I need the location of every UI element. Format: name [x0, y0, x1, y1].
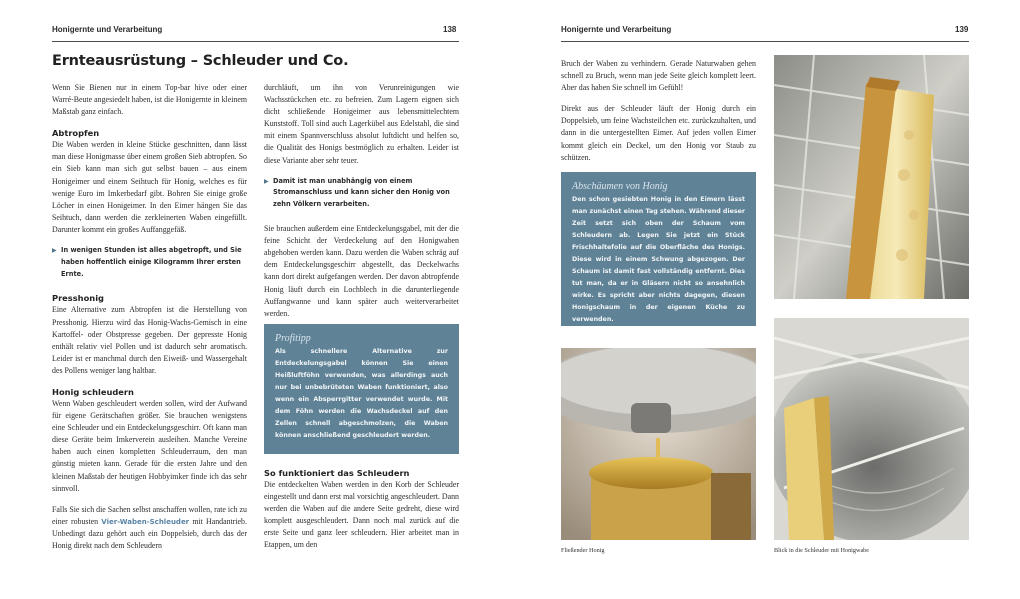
note-abgetropft: ▶ In wenigen Stunden ist alles abgetropft, und Sie haben hoffentlich einige Kilogramm Ihrer ersten Ernte. [52, 246, 242, 278]
left-column-2 [264, 82, 459, 329]
profitipp-box [264, 324, 459, 454]
left-column-2-bottom [264, 467, 459, 561]
caption-extractor-view: Blick in die Schleuder mit Honigwabe [774, 547, 870, 554]
left-column-1 [52, 82, 247, 561]
arrow-icon: ▶ [52, 247, 57, 255]
paragraph-entdeckelungsgabel: Sie brauchen außerdem eine Entdeckelungsgabel, mit der die feine Schicht der Verdeckelung auf den Honigwaben abgehoben werden kann. Dazu werden die Waben schräg auf dem Entdeckelungsgeschirr abgestellt, das Deckelwachs kann dort direkt aufgefangen werden. Der davon abtropfende Honig läuft durch ein Lochblech in die darunterliegende Auffangwanne und kann später auch weiterverarbeitet werden. [264, 224, 459, 318]
paragraph-durchlaeuft: durchläuft, um ihn von Verunreinigungen wie Wachsstückchen etc. zu befreien. Zum Lagern eignen sich dicht schließende Honigeimer aus lebensmittelechtem Kunststoff. Toll sind auch Lagerkübel aus Edelstahl, die sind mit einem Spannverschluss absolut luftdicht und helfen so, die Qualität des Honigs bestmöglich zu erhalten. Leider ist diese Variante aber sehr teuer. [264, 83, 459, 165]
abschaeumen-body: Den schon gesiebten Honig in den Eimern lässt man zunächst einen Tag stehen. Während dieser Zeit setzt sich oben der Schaum vom Schleudern ab. Legen Sie jetzt ein Stück Frischhaltefolie auf die Oberfläche des Honigs. Diese wird in einem Schwung abgezogen. Der Schaum ist damit fast vollständig entfernt. Dies tut man, da er in Gläsern nicht so ansehnlich wirke. Es spricht aber nichts dagegen, diesen Honigschaum in der eigenen Küche zu verwenden. [572, 196, 745, 323]
note-stromanschluss: ▶ Damit ist man unabhängig von einem Stromanschluss und kann sicher den Honig von zehn Völkern verarbeiten. [264, 176, 450, 209]
paragraph-abtropfen: Die Waben werden in kleine Stücke geschnitten, dann lässt man diese Honigmasse über einem großen Sieb abtropfen. So ein Sieb kann man sich gut selbst bauen – aus einem Honigeimer und einem Seihtuch für Honig, welches es für wenige Euro im Imkerbedarf gibt. Bohren Sie einige große Löcher in einen Honigeimer. In den Eimer hängen Sie das Seihtuch, dann werden die zerkleinerten Waben eingefüllt. Darunter kommt ein großes Auffanggefäß. [52, 140, 247, 234]
paragraph-honig-schleudern: Wenn Waben geschleudert werden sollen, wird der Aufwand für eigene Gerätschaften größer. Sie brauchen wenigstens eine Schleuder und ein Entdeckelungsgeschirr. Oft kann man diese Geräte beim Imkerverein ausleihen. Manche Vereine haben auch einen kompletten Schleuderraum, den man günstig mieten kann. Gerade für die ersten Jahre und den kleinen Maßstab der heutigen Hobbyimker finde ich das sehr sinnvoll. [52, 398, 247, 493]
page-number-left: 138 [443, 25, 457, 34]
intro-paragraph: Wenn Sie Bienen nur in einem Top-bar hive oder einer Warré-Beute angesiedelt haben, ist die Honigernte in kleinem Maßstab ganz einfach. [52, 83, 247, 117]
heading-abtropfen: Abtropfen [52, 128, 100, 139]
paragraph-presshonig: Eine Alternative zum Abtropfen ist die Herstellung von Presshonig. Hierzu wird das Honig-Wachs-Gemisch in eine Kartoffel- oder Obstpresse gegeben. Der gepresste Honig enthält relativ viel Pollen und ist dadurch sehr aromatisch. Leider ist er manchmal durch den Eiweiß- und Wassergehalt des Pollens weniger lang haltbar. [52, 305, 247, 375]
abschaeumen-title: Abschäumen von Honig [572, 181, 668, 192]
heading-presshonig: Presshonig [52, 293, 104, 304]
photo-honeycomb-frame [774, 55, 969, 299]
paragraph-bruch: Bruch der Waben zu verhindern. Gerade Naturwaben gehen schnell zu Bruch, wenn man jede Seite gleich komplett leert. Aber das haben Sie schnell im Gefühl! [561, 59, 756, 93]
right-column-text [561, 58, 756, 173]
paragraph-doppelsieb: Direkt aus der Schleuder läuft der Honig durch ein Doppelsieb, um feine Wachsteilchen etc. zurückzuhalten, und dann in die untergestellten Eimer. Auf jeden vollen Eimer kommt gleich ein Deckel, um den Honig vor Staub zu schützen. [561, 104, 756, 162]
header-rule-right [561, 41, 969, 42]
header-rule-left [52, 41, 459, 42]
paragraph-falls: Falls Sie sich die Sachen selbst anschaffen wollen, rate ich zu einer robusten Vier-Waben-Schleuder mit Handantrieb. Unbedingt dazu gehört auch ein Doppelsieb, durch das der Honig direkt nach dem Schleudern [52, 504, 247, 551]
link-vier-waben-schleuder[interactable]: Vier-Waben-Schleuder [101, 517, 190, 526]
abschaeumen-box [561, 172, 756, 326]
heading-honig-schleudern: Honig schleudern [52, 386, 134, 397]
photo-flowing-honey [561, 348, 756, 540]
arrow-icon: ▶ [264, 177, 269, 185]
profitipp-title: Profitipp [275, 333, 311, 344]
running-head-right: Honigernte und Verarbeitung [561, 25, 672, 34]
paragraph-entdeckelte-waben: Die entdeckelten Waben werden in den Korb der Schleuder eingestellt und dann erst mal vorsichtig angeschleudert. Dann werden die Waben auf die andere Seite gedreht, diese wird komplett ausgeschleudert. Dann noch mal zurück auf die erste Seite und ganz leer schleudern. Hier arbeitet man in Etappen, um den [264, 480, 459, 550]
page-title: Ernteausrüstung – Schleuder und Co. [52, 53, 349, 69]
running-head-left: Honigernte und Verarbeitung [52, 25, 163, 34]
heading-so-funktioniert: So funktioniert das Schleudern [264, 468, 410, 478]
page-number-right: 139 [955, 25, 969, 34]
profitipp-body: Als schnellere Alternative zur Entdeckelungsgabel können Sie einen Heißluftföhn verwenden, was allerdings auch nur bei unbebrüteten Waben funktioniert, also wenn ein Absperrgitter verwendet wurde. Mit dem Föhn werden die Wachsdeckel auf den Zellen schnell abgeschmolzen, die Waben können anschließend geschleudert werden. [275, 348, 448, 439]
caption-flowing-honey: Fließender Honig [561, 547, 605, 554]
photo-extractor-view [774, 318, 969, 540]
